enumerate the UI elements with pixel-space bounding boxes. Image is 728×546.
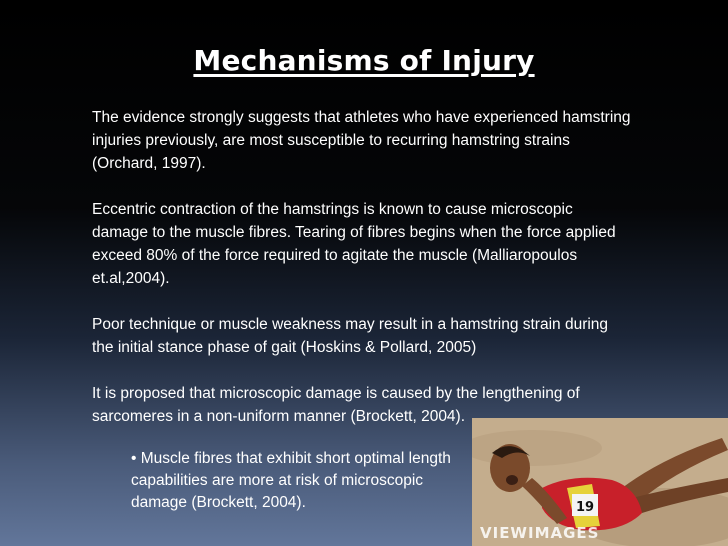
athlete-photo <box>472 418 728 546</box>
bullet-muscle-fibres: • Muscle fibres that exhibit short optimal length capabilities are more at risk of microscopic damage (Brockett, 2004). <box>131 450 451 511</box>
slide-title: Mechanisms of Injury <box>193 44 535 77</box>
paragraph-previous-injury: The evidence strongly suggests that athletes who have experienced hamstring injuries previously, are most susceptible to recurring hamstring strains (Orchard, 1997). <box>92 109 631 172</box>
paragraph-poor-technique: Poor technique or muscle weakness may result in a hamstring strain during the initial stance phase of gait (Hoskins & Pollard, 2005) <box>92 316 609 356</box>
bib-number: 19 <box>575 500 595 515</box>
paragraph-sarcomere-lengthening: It is proposed that microscopic damage is caused by the lengthening of sarcomeres in a non-uniform manner (Brockett, 2004). <box>92 385 580 425</box>
paragraph-eccentric-contraction: Eccentric contraction of the hamstrings is known to cause microscopic damage to the muscle fibres. Tearing of fibres begins when the force applied exceed 80% of the force required to agitate the muscle (Malliaropoulos et.al,2004). <box>92 201 616 287</box>
slide-body <box>92 106 632 451</box>
photo-watermark: VIEWIMAGES <box>480 524 600 542</box>
